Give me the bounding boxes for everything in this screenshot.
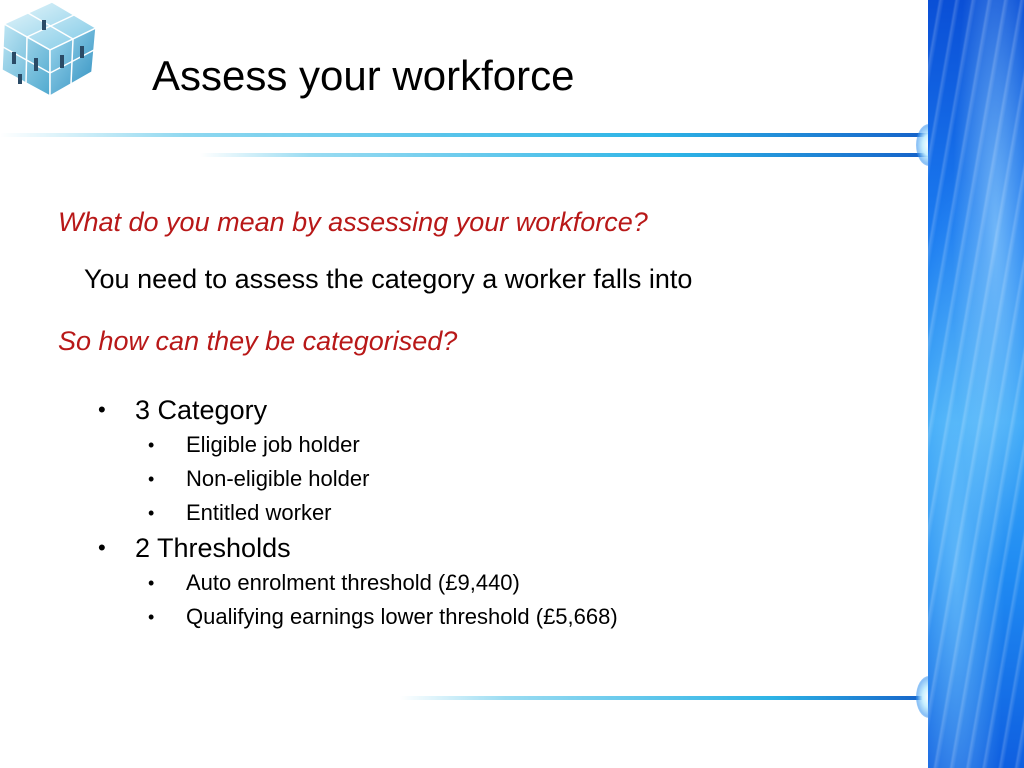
sub-bullet-item: • Eligible job holder — [98, 428, 618, 462]
bullet-item-thresholds: • 2 Thresholds — [98, 530, 618, 566]
sub-bullet-item: • Entitled worker — [98, 496, 618, 530]
answer-text: You need to assess the category a worker falls into — [84, 264, 693, 294]
sub-bullet-item: • Non-eligible holder — [98, 462, 618, 496]
question-heading: What do you mean by assessing your workforce? — [58, 207, 648, 237]
sub-bullet-item: • Auto enrolment threshold (£9,440) — [98, 566, 618, 600]
bullet-item-category: • 3 Category — [98, 392, 618, 428]
slide-title: Assess your workforce — [152, 52, 575, 99]
sub-bullet-item: • Qualifying earnings lower threshold (£5,668) — [98, 600, 618, 634]
footer-divider-line — [400, 696, 930, 700]
question-heading-secondary: So how can they be categorised? — [58, 326, 458, 356]
header-divider-line — [0, 133, 930, 137]
blue-light-streaks-panel — [928, 0, 1024, 768]
bullet-list — [98, 392, 618, 634]
header-divider-line-secondary — [200, 153, 930, 157]
photo-cube-logo-icon — [0, 0, 100, 98]
